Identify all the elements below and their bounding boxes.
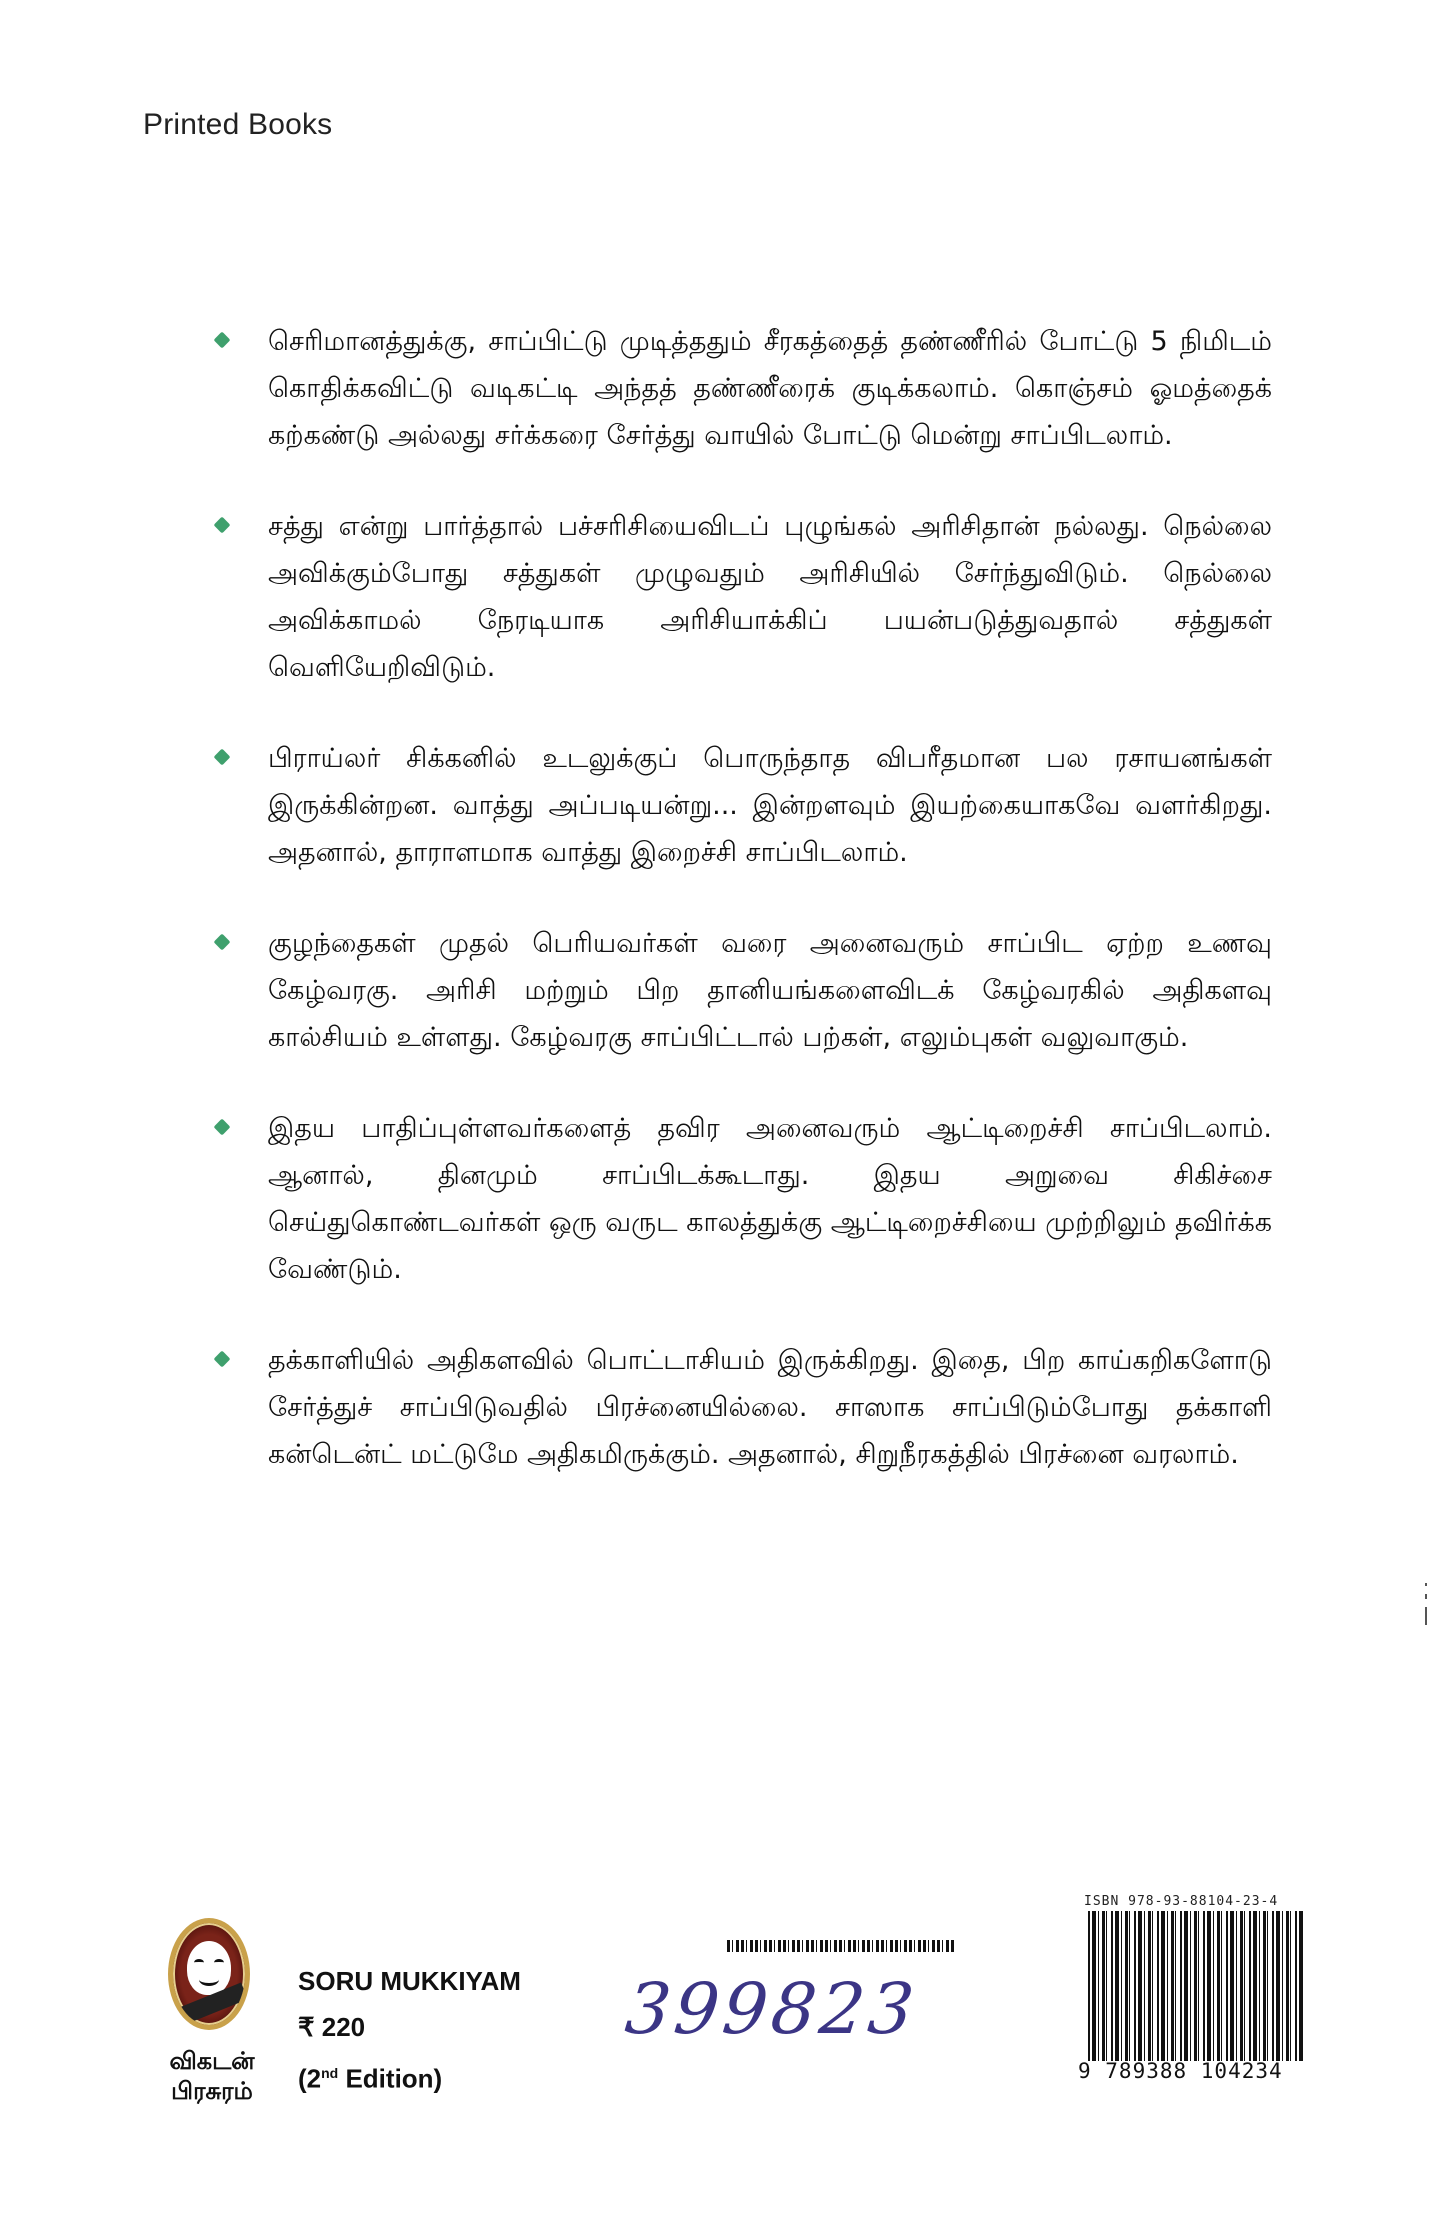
tip-text: குழந்தைகள் முதல் பெரியவர்கள் வரை அனைவரும் சாப்பிட ஏற்ற உணவு கேழ்வரகு. அரிசி மற்றும் பிற தானியங்களைவிடக் கேழ்வரகில் அதிகளவு கால்சியம் உள்ளது. கேழ்வரகு சாப்பிட்டால் பற்கள், எலும்புகள் வலுவாகும். [268, 928, 1272, 1053]
book-edition: (2nd Edition) [298, 2063, 443, 2094]
tip-text: தக்காளியில் அதிகளவில் பொட்டாசியம் இருக்கிறது. இதை, பிற காய்கறிகளோடு சேர்த்துச் சாப்பிடுவதில் பிரச்னையில்லை. சாஸாக சாப்பிடும்போது தக்காளி கன்டென்ட் மட்டுமே அதிகமிருக்கும். அதனால், சிறுநீரகத்தில் பிரச்னை வரலாம். [268, 1345, 1272, 1470]
mascot-face [187, 1941, 231, 1995]
isbn-barcode [1078, 1894, 1308, 2083]
tip-item [212, 920, 1272, 1061]
printed-books-label: Printed Books [143, 108, 333, 141]
vikatan-mascot-logo-icon [168, 1918, 250, 2030]
tip-item [212, 1337, 1272, 1478]
tip-text: பிராய்லர் சிக்கனில் உடலுக்குப் பொருந்தாத விபரீதமான பல ரசாயனங்கள் இருக்கின்றன. வாத்து அப்படியன்று... இன்றளவும் இயற்கையாகவே வளர்கிறது. அதனால், தாராளமாக வாத்து இறைச்சி சாப்பிடலாம். [268, 743, 1272, 868]
tip-text: சத்து என்று பார்த்தால் பச்சரிசியைவிடப் புழுங்கல் அரிசிதான் நல்லது. நெல்லை அவிக்கும்போது சத்துகள் முழுவதும் அரிசியில் சேர்ந்துவிடும். நெல்லை அவிக்காமல் நேரடியாக அரிசியாக்கிப் பயன்படுத்துவதால் சத்துகள் வெளியேறிவிடும். [268, 511, 1272, 683]
tip-item [212, 318, 1272, 459]
book-title: SORU MUKKIYAM [298, 1966, 521, 1996]
book-info [298, 1958, 521, 2102]
tips-list [212, 318, 1272, 1522]
diamond-bullet-icon [214, 1351, 231, 1368]
tip-text: இதய பாதிப்புள்ளவர்களைத் தவிர அனைவரும் ஆட்டிறைச்சி சாப்பிடலாம். ஆனால், தினமும் சாப்பிடக்கூடாது. இதய அறுவை சிகிச்சை செய்துகொண்டவர்கள் ஒரு வருட காலத்துக்கு ஆட்டிறைச்சியை முற்றிலும் தவிர்க்க வேண்டும். [268, 1113, 1272, 1285]
tip-item [212, 503, 1272, 691]
scan-edge-marks [1424, 1575, 1428, 1635]
edge-mark [1425, 1583, 1427, 1586]
tip-item [212, 735, 1272, 876]
back-cover-footer [0, 1880, 1445, 2180]
isbn-label: ISBN 978-93-88104-23-4 [1084, 1894, 1279, 1909]
edge-mark [1425, 1607, 1427, 1625]
book-price: ₹ 220 [298, 2012, 366, 2042]
isbn-digits: 9 789388 104234 [1078, 2059, 1283, 2083]
diamond-bullet-icon [214, 749, 231, 766]
diamond-bullet-icon [214, 517, 231, 534]
diamond-bullet-icon [214, 934, 231, 951]
tip-item [212, 1105, 1272, 1293]
barcode-icon [1088, 1911, 1303, 2061]
diamond-bullet-icon [214, 1119, 231, 1136]
edge-mark [1425, 1594, 1427, 1599]
library-barcode-icon [727, 1940, 955, 1952]
handwritten-accession-number: 399823 [621, 1968, 922, 2050]
publisher-name-line1: விகடன் [169, 2047, 255, 2075]
diamond-bullet-icon [214, 332, 231, 349]
mascot-smile [199, 1973, 219, 1986]
publisher-name-line2: பிரசுரம் [171, 2077, 253, 2105]
publisher-name [152, 2046, 272, 2106]
tip-text: செரிமானத்துக்கு, சாப்பிட்டு முடித்ததும் சீரகத்தைத் தண்ணீரில் போட்டு 5 நிமிடம் கொதிக்கவிட்டு வடிகட்டி அந்தத் தண்ணீரைக் குடிக்கலாம். கொஞ்சம் ஓமத்தைக் கற்கண்டு அல்லது சர்க்கரை சேர்த்து வாயில் போட்டு மென்று சாப்பிடலாம். [268, 326, 1272, 451]
